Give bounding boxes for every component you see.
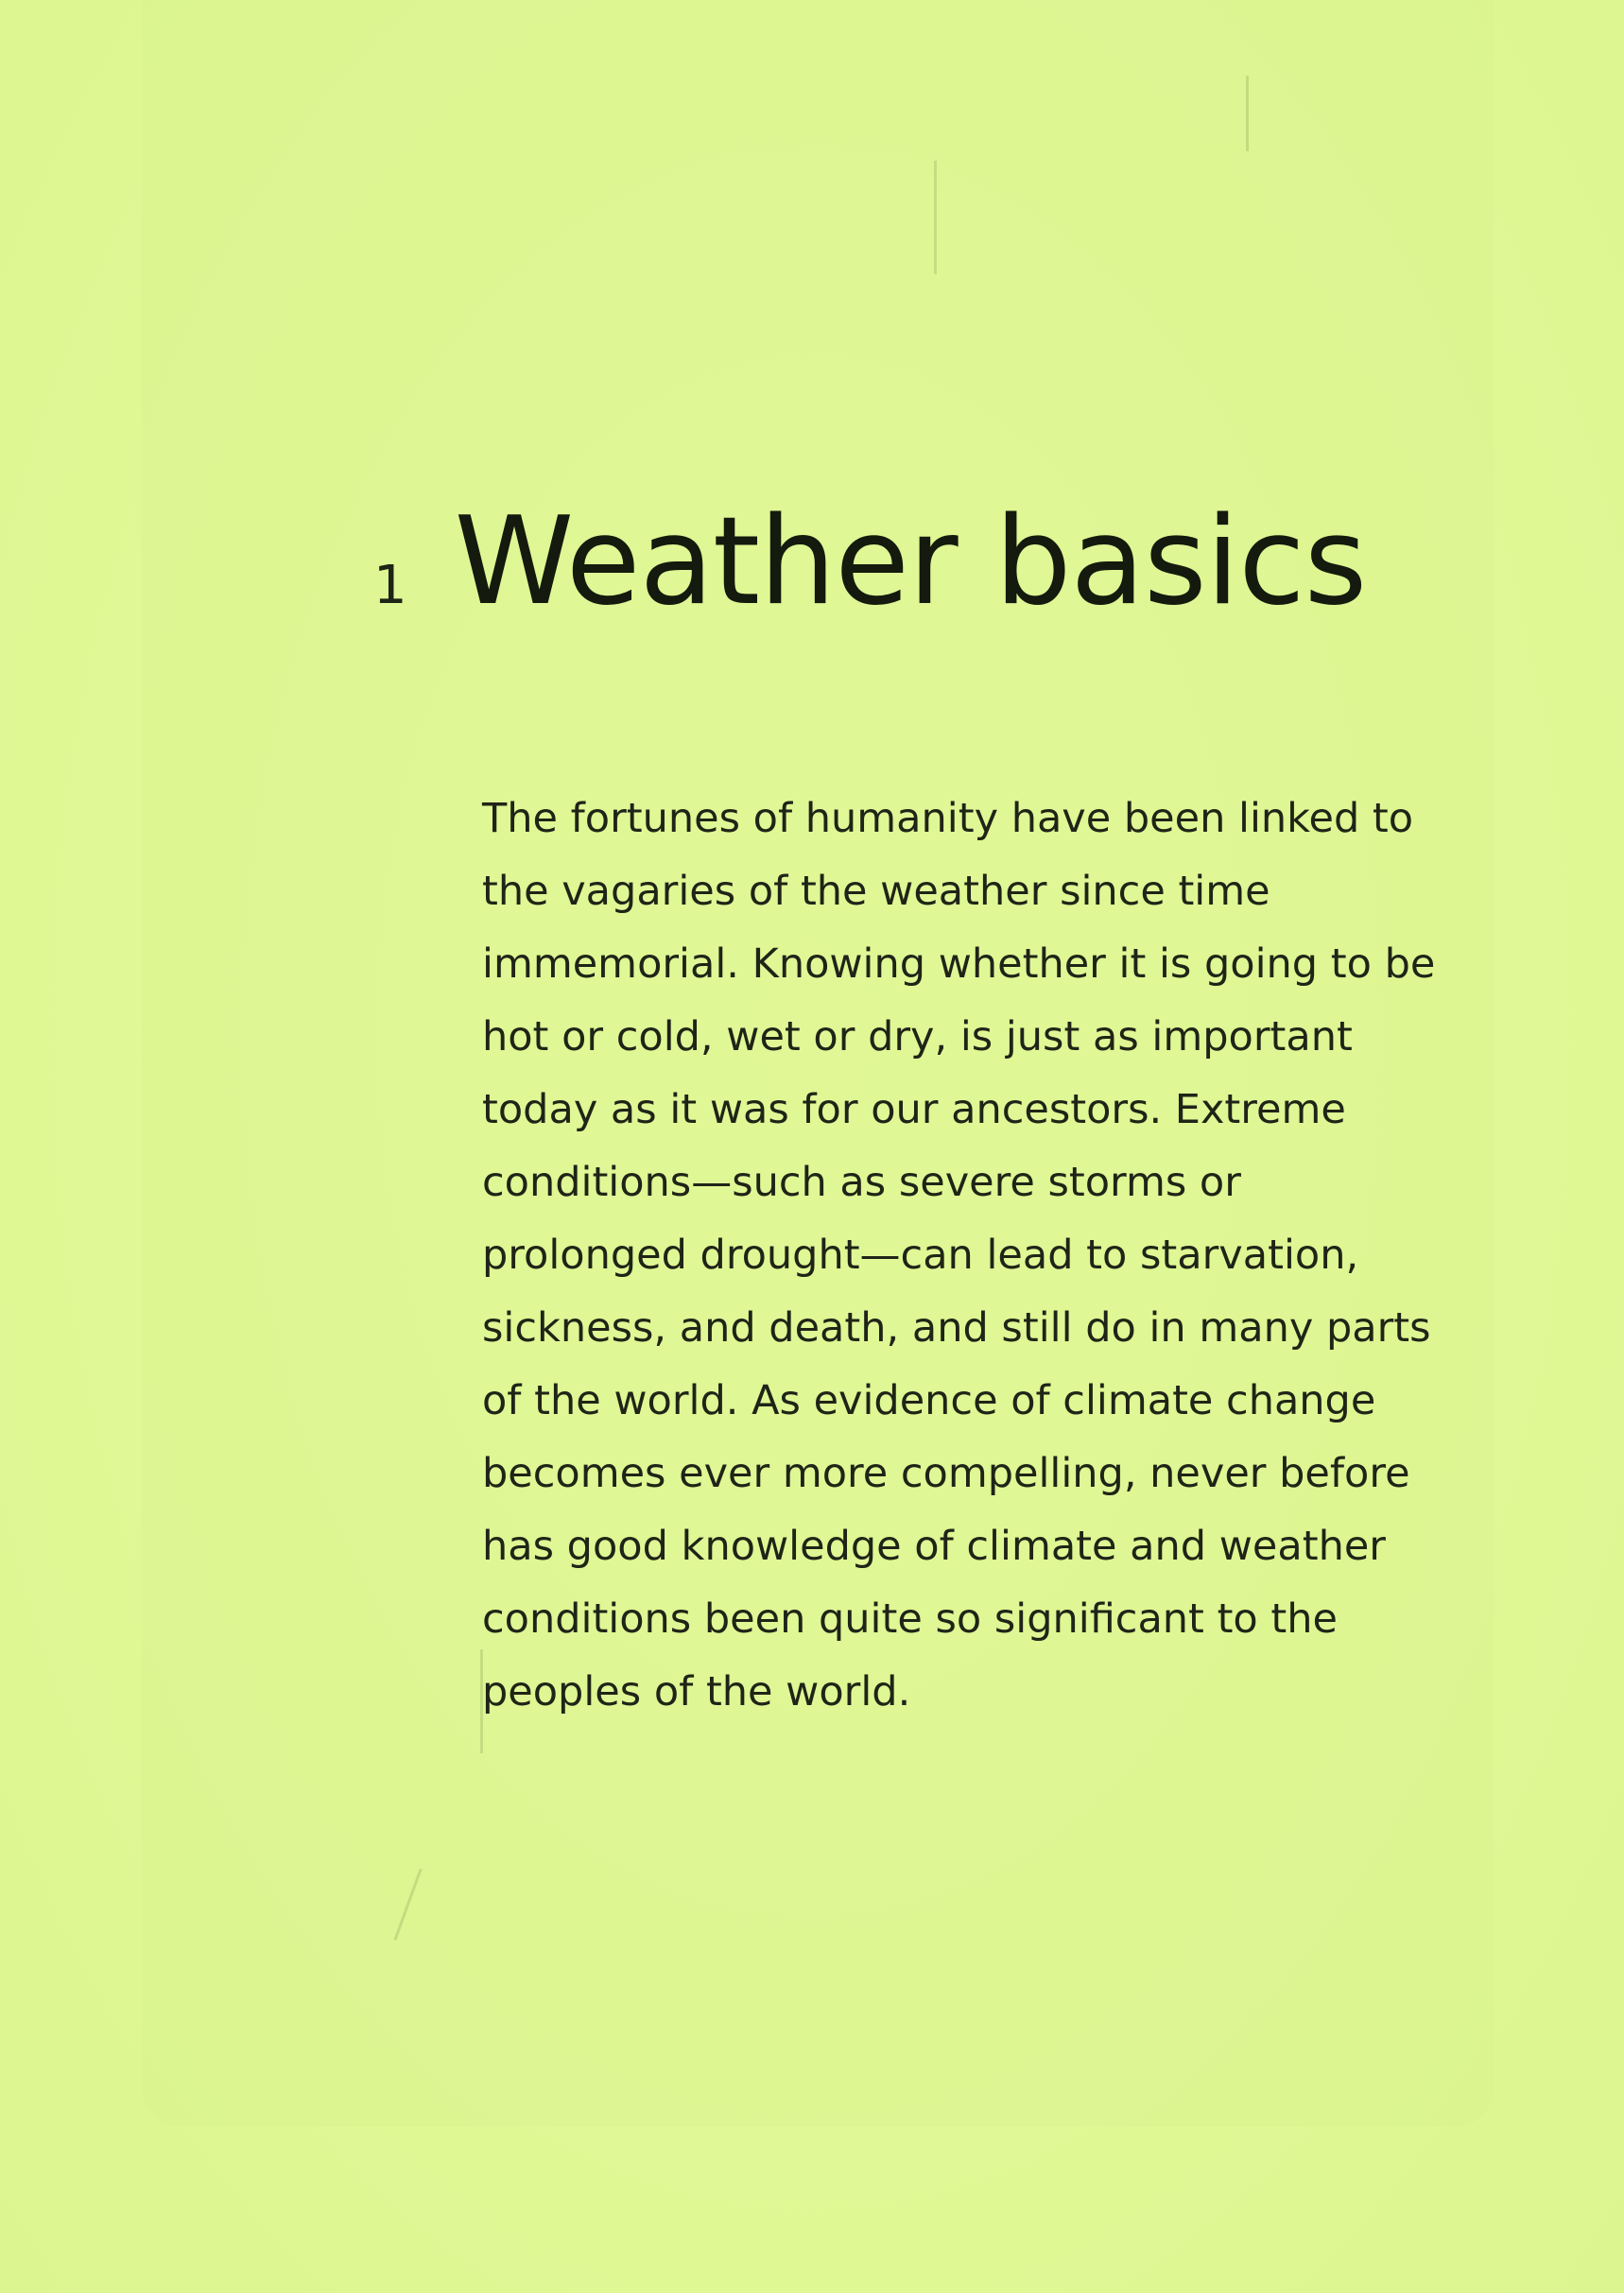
chapter-number: 1 bbox=[373, 555, 407, 616]
intro-line: hot or cold, wet or dry, is just as important bbox=[482, 1013, 1353, 1060]
scan-mark bbox=[1246, 76, 1249, 151]
intro-line: sickness, and death, and still do in many parts bbox=[482, 1304, 1431, 1352]
intro-line: conditions—such as severe storms or bbox=[482, 1159, 1241, 1206]
intro-paragraph bbox=[482, 783, 1522, 1729]
chapter-title: Weather basics bbox=[454, 491, 1367, 632]
intro-line: today as it was for our ancestors. Extreme bbox=[482, 1086, 1346, 1133]
intro-line: prolonged drought—can lead to starvation, bbox=[482, 1232, 1359, 1279]
intro-line: becomes ever more compelling, never before bbox=[482, 1450, 1410, 1497]
intro-line: the vagaries of the weather since time bbox=[482, 868, 1270, 915]
intro-line: peoples of the world. bbox=[482, 1668, 911, 1715]
intro-line: of the world. As evidence of climate change bbox=[482, 1377, 1376, 1424]
intro-line: conditions been quite so significant to the bbox=[482, 1595, 1338, 1643]
intro-line: The fortunes of humanity have been linked to bbox=[482, 795, 1414, 842]
scan-mark bbox=[934, 161, 937, 274]
intro-line: has good knowledge of climate and weather bbox=[482, 1523, 1386, 1570]
chapter-heading bbox=[373, 491, 1508, 643]
intro-line: immemorial. Knowing whether it is going to be bbox=[482, 940, 1436, 988]
